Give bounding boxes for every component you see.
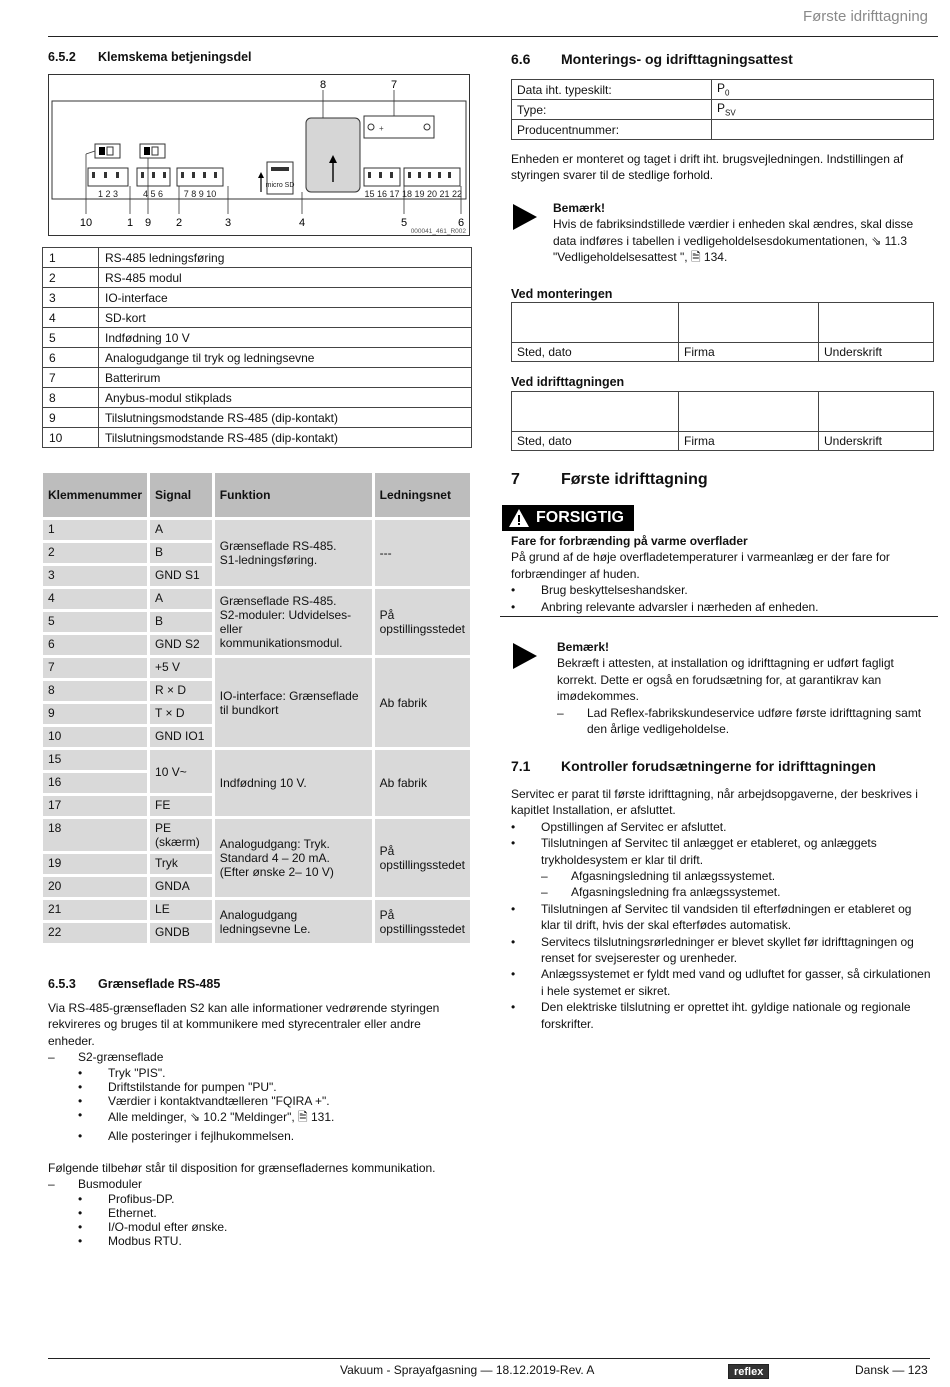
legend-text: IO-interface xyxy=(99,288,472,308)
terminal-number: 10 xyxy=(43,727,147,747)
warning-label: FORSIGTIG xyxy=(536,509,624,526)
dash-subitem: – Afgasningsledning til anlægssystemet. xyxy=(541,868,931,884)
section-title: Klemskema betjeningsdel xyxy=(98,50,252,64)
terminal-row xyxy=(43,520,470,540)
bullet-item: • Tilslutningen af Servitec til vandsiden til efterfødningen er etableret og klar til drift, hvis der skal efterfødes automatisk. xyxy=(511,901,931,934)
bullet-item: • I/O-modul efter ønske. xyxy=(78,1220,468,1234)
warning-title: Fare for forbrænding på varme overflader xyxy=(511,534,748,548)
terminal-signal: B xyxy=(150,612,212,632)
legend-text: Analogudgange til tryk og ledningsevne xyxy=(99,348,472,368)
paragraph: Servitec er parat til første idrifttagning, når arbejdsopgaverne, der beskrives i kapitlet Installation, er afsluttet. xyxy=(511,787,918,818)
terminal-number: 18 xyxy=(43,819,147,851)
sign-cell[interactable] xyxy=(819,303,934,343)
sign-cell[interactable] xyxy=(679,303,819,343)
section-heading-653: 6.5.3 Grænseflade RS-485 xyxy=(48,977,221,991)
terminal-net: --- xyxy=(375,520,470,586)
terminal-number: 8 xyxy=(43,681,147,701)
svg-text:+: + xyxy=(379,124,384,133)
terminal-number: 5 xyxy=(43,612,147,632)
bullet-item: • Den elektriske tilslutning er oprettet iht. gyldige nationale og regionale forskrifter. xyxy=(511,999,931,1032)
terminal-number: 4 xyxy=(43,589,147,609)
terminal-signal: GND S2 xyxy=(150,635,212,655)
legend-number: 1 xyxy=(43,248,99,268)
section-heading-66: 6.6 Monterings- og idrifttagningsattest xyxy=(511,51,793,67)
terminal-row xyxy=(43,658,470,678)
terminal-signal: PE (skærm) xyxy=(150,819,212,851)
sign-label: Firma xyxy=(679,343,819,362)
terminal-row xyxy=(43,900,470,920)
legend-number: 4 xyxy=(43,308,99,328)
terminal-number: 16 xyxy=(43,773,147,793)
nameplate-value[interactable]: $P_0$ xyxy=(712,80,934,100)
terminal-net: På opstillingsstedet xyxy=(375,819,470,897)
paragraph: Følgende tilbehør står til disposition for grænsefladernes kommunikation. xyxy=(48,1160,436,1175)
bullet-item: • Anlægssystemet er fyldt med vand og udluftet for gasser, så cirkulationen i hele systemet er sikret. xyxy=(511,966,931,999)
mont-title: Ved monteringen xyxy=(511,287,613,301)
bullet-item: • Modbus RTU. xyxy=(78,1234,468,1248)
terminal-number: 21 xyxy=(43,900,147,920)
bullet-item: • Alle meldinger, ⇘ 10.2 "Meldinger", 🗎 131. xyxy=(78,1108,468,1129)
callout-label: 2 xyxy=(175,217,183,229)
terminal-signal: GNDA xyxy=(150,877,212,897)
terminal-number: 20 xyxy=(43,877,147,897)
legend-row xyxy=(43,328,472,348)
legend-row xyxy=(43,368,472,388)
terminal-signal: GND IO1 xyxy=(150,727,212,747)
terminal-function: IO-interface: Grænseflade til bundkort xyxy=(215,658,372,747)
nameplate-label: Data iht. typeskilt: xyxy=(512,80,712,100)
warning-rule xyxy=(500,616,938,617)
diagram-legend-table xyxy=(42,247,472,448)
legend-text: RS-485 modul xyxy=(99,268,472,288)
terminal-signal: FE xyxy=(150,796,212,816)
legend-row xyxy=(43,348,472,368)
paragraph: Enheden er monteret og taget i drift iht. brugsvejledningen. Indstillingen af styringen svarer til de stedlige forhold. xyxy=(511,152,904,183)
callout-label: 10 xyxy=(79,217,93,229)
terminal-signal: GNDB xyxy=(150,923,212,943)
legend-number: 3 xyxy=(43,288,99,308)
legend-number: 2 xyxy=(43,268,99,288)
section-71-body xyxy=(511,786,931,1032)
terminal-signal: R × D xyxy=(150,681,212,701)
bullet-item: • Anbring relevante advarsler i nærheden af enheden. xyxy=(511,599,931,615)
terminal-row xyxy=(43,750,470,770)
terminal-diagram xyxy=(48,74,470,236)
callout-label: 4 xyxy=(298,217,306,229)
terminal-number: 7 xyxy=(43,658,147,678)
terminal-signal: A xyxy=(150,520,212,540)
sign-table-idrift xyxy=(511,391,934,451)
note-text: Hvis de fabriksindstillede værdier i enheden skal ændres, skal disse data indføres i tabellen i vedligeholdelsesdokumentationen, ⇘ 11.3 "Vedligeholdelsesattest ", 🗎 134. xyxy=(553,217,914,265)
col-header: Funktion xyxy=(215,473,372,517)
footer-rule xyxy=(48,1358,930,1359)
callout-label: 7 xyxy=(390,79,398,91)
terminal-number: 3 xyxy=(43,566,147,586)
terminal-function: Grænseflade RS-485. S1-ledningsføring. xyxy=(215,520,372,586)
bullet-item: • Driftstilstande for pumpen "PU". xyxy=(78,1080,468,1094)
bullet-item: • Profibus-DP. xyxy=(78,1192,468,1206)
warning-text: På grund af de høje overfladetemperaturer i varmeanlæg er der fare for forbrændinger af huden. xyxy=(511,550,890,581)
legend-text: RS-485 ledningsføring xyxy=(99,248,472,268)
page-number: — 123 xyxy=(892,1363,928,1377)
terminal-function: Analogudgang ledningsevne Le. xyxy=(215,900,372,943)
idrift-title: Ved idrifttagningen xyxy=(511,375,625,389)
dash-item: – S2-grænseflade xyxy=(48,1049,468,1065)
legend-row xyxy=(43,268,472,288)
nameplate-row xyxy=(512,100,934,120)
terminal-number: 9 xyxy=(43,704,147,724)
footer-lang: Dansk xyxy=(855,1363,890,1377)
terminal-signal: T × D xyxy=(150,704,212,724)
warning-block xyxy=(511,533,931,615)
terminal-number: 2 xyxy=(43,543,147,563)
section-number: 6.5.2 xyxy=(48,50,76,64)
legend-row xyxy=(43,308,472,328)
terminal-number: 22 xyxy=(43,923,147,943)
legend-text: Anybus-modul stikplads xyxy=(99,388,472,408)
sign-label: Underskrift xyxy=(819,432,934,451)
note-title: Bemærk! xyxy=(557,640,610,654)
callout-label: 9 xyxy=(144,217,152,229)
reflex-logo: reflex xyxy=(728,1364,769,1379)
col-header: Ledningsnet xyxy=(375,473,470,517)
footer-page xyxy=(855,1363,928,1377)
note-title: Bemærk! xyxy=(553,201,606,215)
bullet-item: • Ethernet. xyxy=(78,1206,468,1220)
legend-row xyxy=(43,248,472,268)
terminal-signal: GND S1 xyxy=(150,566,212,586)
callout-label: 8 xyxy=(319,79,327,91)
terminal-number: 6 xyxy=(43,635,147,655)
terminal-function: Analogudgang: Tryk. Standard 4 – 20 mA. (Efter ønske 2– 10 V) xyxy=(215,819,372,897)
callout-label: 6 xyxy=(457,217,465,229)
col-header: Signal xyxy=(150,473,212,517)
legend-row xyxy=(43,288,472,308)
bullet-item: • Opstillingen af Servitec er afsluttet. xyxy=(511,819,931,835)
bullet-item: • Tryk "PIS". xyxy=(78,1066,468,1080)
nameplate-value[interactable]: $P_{SV}$ xyxy=(712,100,934,120)
legend-row xyxy=(43,408,472,428)
terminal-number: 15 xyxy=(43,750,147,770)
legend-number: 10 xyxy=(43,428,99,448)
nameplate-label: Producentnummer: xyxy=(512,120,712,140)
callout-label: 5 xyxy=(400,217,408,229)
section-heading-652 xyxy=(48,50,252,64)
terminal-net: På opstillingsstedet xyxy=(375,900,470,943)
terminal-function: Grænseflade RS-485. S2-moduler: Udvidelses- eller kommunikationsmodul. xyxy=(215,589,372,655)
legend-row xyxy=(43,428,472,448)
terminal-signal: 10 V~ xyxy=(150,750,212,793)
terminal-row xyxy=(43,589,470,609)
bullet-item: • Værdier i kontaktvandtælleren "FQIRA +". xyxy=(78,1094,468,1108)
terminal-signal: Tryk xyxy=(150,854,212,874)
terminal-number: 1 xyxy=(43,520,147,540)
sign-label: Underskrift xyxy=(819,343,934,362)
warning-triangle-icon xyxy=(508,508,530,528)
terminal-group-label: 4 5 6 xyxy=(142,189,164,199)
terminal-net: På opstillingsstedet xyxy=(375,589,470,655)
legend-number: 9 xyxy=(43,408,99,428)
terminal-signal: LE xyxy=(150,900,212,920)
terminal-function: Indfødning 10 V. xyxy=(215,750,372,816)
note-arrow-icon xyxy=(513,204,537,230)
sign-label: Firma xyxy=(679,432,819,451)
section-653 xyxy=(48,977,468,1248)
sd-card-label: micro SD xyxy=(265,182,295,189)
terminal-net: Ab fabrik xyxy=(375,658,470,747)
legend-text: Tilslutningsmodstande RS-485 (dip-kontakt) xyxy=(99,408,472,428)
dash-subitem: – Afgasningsledning fra anlægssystemet. xyxy=(541,884,931,900)
legend-row xyxy=(43,388,472,408)
legend-number: 7 xyxy=(43,368,99,388)
running-header: Første idrifttagning xyxy=(802,8,928,25)
section-heading-71: 7.1 Kontroller forudsætningerne for idrifttagningen xyxy=(511,758,876,774)
terminal-signal: +5 V xyxy=(150,658,212,678)
terminal-group-label: 7 8 9 10 xyxy=(183,189,217,199)
sign-table-mont xyxy=(511,302,934,362)
legend-number: 8 xyxy=(43,388,99,408)
sign-cell[interactable] xyxy=(819,392,934,432)
sign-cell[interactable] xyxy=(679,392,819,432)
nameplate-value[interactable] xyxy=(712,120,934,140)
note-dash-item: – Lad Reflex-fabrikskundeservice udføre første idrifttagning samt den årlige vedligeholdelse. xyxy=(557,705,931,738)
legend-text: Indfødning 10 V xyxy=(99,328,472,348)
bullet-item: • Brug beskyttelseshandsker. xyxy=(511,582,931,598)
terminal-number: 19 xyxy=(43,854,147,874)
nameplate-table xyxy=(511,79,934,140)
dash-item: – Busmoduler xyxy=(48,1176,468,1192)
legend-number: 5 xyxy=(43,328,99,348)
bullet-item: • Servitecs tilslutningsrørledninger er blevet skyllet før idrifttagningen og renset for svejserester og urenheder. xyxy=(511,934,931,967)
bullet-item: • Tilslutningen af Servitec til anlægget er etableret, og anlæggets trykholdesystem er klar til drift. xyxy=(511,835,931,868)
nameplate-row xyxy=(512,120,934,140)
terminal-signal: B xyxy=(150,543,212,563)
note-arrow-icon xyxy=(513,643,537,669)
sign-cell[interactable] xyxy=(512,303,679,343)
callout-label: 3 xyxy=(224,217,232,229)
legend-text: Batterirum xyxy=(99,368,472,388)
header-rule xyxy=(48,36,938,37)
footer-doc: Vakuum - Sprayafgasning — 18.12.2019-Rev. A xyxy=(340,1363,595,1377)
terminal-group-label: 15 16 17 xyxy=(364,189,400,199)
note-text: Bekræft i attesten, at installation og idrifttagning er udført fagligt korrekt. Dette er også en forudsætning for, at garantikrav kan imødekommes. xyxy=(557,656,894,704)
legend-text: Tilslutningsmodstande RS-485 (dip-kontakt) xyxy=(99,428,472,448)
terminal-net: Ab fabrik xyxy=(375,750,470,816)
nameplate-row xyxy=(512,80,934,100)
terminal-row xyxy=(43,819,470,851)
paragraph: Via RS-485-grænsefladen S2 kan alle informationer vedrørende styringen rekvireres og bruges til at kommunikere med styrecentraler eller andre enheder. xyxy=(48,1001,440,1048)
terminal-group-label: 18 19 20 21 22 xyxy=(401,189,463,199)
terminal-group-label: 1 2 3 xyxy=(97,189,119,199)
figure-code: 000041_461_R002 xyxy=(410,228,466,235)
col-header: Klemmenummer xyxy=(43,473,147,517)
chapter-heading-7: 7 Første idrifttagning xyxy=(511,471,708,488)
sign-label: Sted, dato xyxy=(512,432,679,451)
terminal-number: 17 xyxy=(43,796,147,816)
sign-cell[interactable] xyxy=(512,392,679,432)
note-block-7 xyxy=(557,639,931,737)
warning-badge xyxy=(502,505,634,531)
terminal-table xyxy=(40,470,473,946)
nameplate-label: Type: xyxy=(512,100,712,120)
legend-text: SD-kort xyxy=(99,308,472,328)
callout-label: 1 xyxy=(126,217,134,229)
sign-label: Sted, dato xyxy=(512,343,679,362)
legend-number: 6 xyxy=(43,348,99,368)
bullet-item: • Alle posteringer i fejlhukommelsen. xyxy=(78,1129,468,1143)
terminal-signal: A xyxy=(150,589,212,609)
note-block xyxy=(553,200,931,266)
